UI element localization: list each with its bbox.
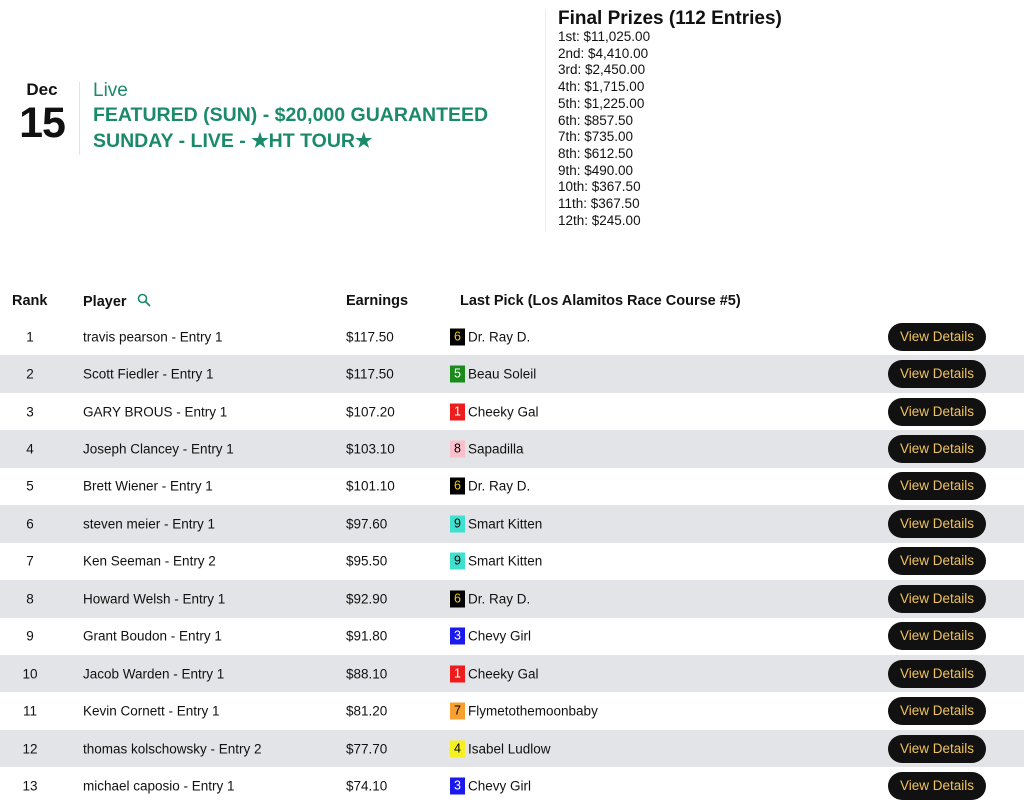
earnings-cell: $88.10 (346, 666, 388, 682)
table-row (0, 618, 1024, 655)
header-player (83, 293, 151, 310)
search-icon[interactable] (137, 293, 151, 307)
table-row (0, 692, 1024, 729)
prize-item: 1st: $11,025.00 (558, 29, 651, 44)
player-name: Grant Boudon - Entry 1 (83, 628, 222, 644)
last-pick-cell (450, 777, 531, 794)
view-details-button[interactable]: View Details (888, 772, 986, 800)
view-details-button[interactable]: View Details (888, 360, 986, 388)
table-row (0, 543, 1024, 580)
last-pick-cell (450, 441, 524, 458)
earnings-cell: $97.60 (346, 516, 388, 532)
prizes-title: Final Prizes (112 Entries) (558, 8, 782, 29)
post-position-badge: 9 (450, 553, 465, 570)
earnings-cell: $103.10 (346, 441, 395, 457)
header-last-pick: Last Pick (Los Alamitos Race Course #5) (460, 293, 741, 309)
last-pick-cell (450, 515, 542, 532)
earnings-cell: $92.90 (346, 591, 388, 607)
earnings-cell: $117.50 (346, 329, 394, 345)
rank-cell: 6 (26, 516, 34, 532)
event-info (93, 80, 533, 154)
event-month: Dec (26, 80, 58, 99)
rank-cell: 3 (26, 404, 34, 420)
rank-cell: 4 (26, 441, 34, 457)
post-position-badge: 9 (450, 515, 465, 532)
event-date (16, 80, 68, 146)
post-position-badge: 7 (450, 703, 465, 720)
horse-name: Flymetothemoonbaby (468, 703, 598, 719)
player-name: michael caposio - Entry 1 (83, 778, 235, 794)
prize-item: 11th: $367.50 (558, 196, 640, 212)
horse-name: Dr. Ray D. (468, 478, 531, 494)
leaderboard-table (0, 286, 1024, 805)
player-name: Kevin Cornett - Entry 1 (83, 703, 220, 719)
prize-item: 9th: $490.00 (558, 162, 634, 178)
horse-name: Cheeky Gal (468, 404, 539, 420)
rank-cell: 11 (22, 703, 37, 719)
table-row (0, 318, 1024, 355)
player-name: Joseph Clancey - Entry 1 (83, 441, 234, 457)
horse-name: Smart Kitten (468, 553, 543, 569)
view-details-button[interactable]: View Details (888, 472, 986, 500)
rank-cell: 8 (26, 591, 34, 607)
last-pick-cell (450, 553, 542, 570)
horse-name: Dr. Ray D. (468, 329, 531, 345)
player-name: Scott Fiedler - Entry 1 (83, 366, 214, 382)
view-details-button[interactable]: View Details (888, 435, 986, 463)
post-position-badge: 8 (450, 441, 465, 458)
event-title-line-1: FEATURED (SUN) - $20,000 GUARANTEED (93, 104, 489, 126)
rank-cell: 9 (26, 628, 34, 644)
horse-name: Isabel Ludlow (468, 741, 551, 757)
view-details-button[interactable]: View Details (888, 735, 986, 763)
rank-cell: 2 (26, 366, 34, 382)
prize-item: 5th: $1,225.00 (558, 95, 645, 111)
prize-list (558, 29, 858, 229)
last-pick-cell (450, 628, 531, 645)
table-row (0, 580, 1024, 617)
table-row (0, 505, 1024, 542)
earnings-cell: $77.70 (346, 741, 388, 757)
last-pick-cell (450, 403, 539, 420)
earnings-cell: $107.20 (346, 404, 395, 420)
view-details-button[interactable]: View Details (888, 660, 986, 688)
table-row (0, 730, 1024, 767)
post-position-badge: 3 (450, 628, 465, 645)
view-details-button[interactable]: View Details (888, 622, 986, 650)
post-position-badge: 1 (450, 665, 465, 682)
prize-item: 6th: $857.50 (558, 112, 634, 128)
prize-item: 10th: $367.50 (558, 179, 641, 195)
player-name: Jacob Warden - Entry 1 (83, 666, 225, 682)
prize-item: 12th: $245.00 (558, 212, 641, 228)
view-details-button[interactable]: View Details (888, 697, 986, 725)
last-pick-cell (450, 328, 530, 345)
last-pick-cell (450, 740, 551, 757)
event-status: Live (93, 80, 128, 101)
last-pick-cell (450, 703, 598, 720)
prize-item: 3rd: $2,450.00 (558, 62, 646, 78)
rank-cell: 10 (22, 666, 38, 682)
prize-item: 2nd: $4,410.00 (558, 45, 649, 61)
view-details-button[interactable]: View Details (888, 398, 986, 426)
view-details-button[interactable]: View Details (888, 323, 986, 351)
view-details-button[interactable]: View Details (888, 547, 986, 575)
header-player-label: Player (83, 294, 127, 310)
table-body (0, 318, 1024, 805)
player-name: GARY BROUS - Entry 1 (83, 404, 228, 420)
table-header (0, 286, 1024, 318)
earnings-cell: $101.10 (346, 478, 395, 494)
table-row (0, 430, 1024, 467)
prize-item: 8th: $612.50 (558, 145, 634, 161)
horse-name: Sapadilla (468, 441, 524, 457)
rank-cell: 12 (22, 741, 38, 757)
last-pick-cell (450, 590, 530, 607)
prize-item: 4th: $1,715.00 (558, 79, 645, 95)
event-title-line-2: SUNDAY - LIVE - ★HT TOUR★ (93, 130, 373, 152)
last-pick-cell (450, 478, 530, 495)
player-name: Howard Welsh - Entry 1 (83, 591, 226, 607)
divider (79, 82, 80, 155)
horse-name: Chevy Girl (468, 778, 532, 794)
rank-cell: 5 (26, 478, 34, 494)
post-position-badge: 6 (450, 328, 465, 345)
player-name: travis pearson - Entry 1 (83, 329, 223, 345)
horse-name: Smart Kitten (468, 516, 543, 532)
horse-name: Dr. Ray D. (468, 591, 531, 607)
player-name: Brett Wiener - Entry 1 (83, 478, 213, 494)
table-row (0, 355, 1024, 392)
earnings-cell: $74.10 (346, 778, 388, 794)
post-position-badge: 3 (450, 777, 465, 794)
earnings-cell: $81.20 (346, 703, 388, 719)
last-pick-cell (450, 366, 536, 383)
table-row (0, 767, 1024, 804)
rank-cell: 7 (26, 553, 34, 569)
rank-cell: 13 (22, 778, 38, 794)
post-position-badge: 6 (450, 590, 465, 607)
player-name: thomas kolschowsky - Entry 2 (83, 741, 262, 757)
event-day: 15 (19, 99, 65, 147)
last-pick-cell (450, 665, 539, 682)
horse-name: Chevy Girl (468, 628, 532, 644)
post-position-badge: 6 (450, 478, 465, 495)
view-details-button[interactable]: View Details (888, 585, 986, 613)
player-name: steven meier - Entry 1 (83, 516, 216, 532)
rank-cell: 1 (26, 329, 34, 345)
header-earnings: Earnings (346, 293, 409, 309)
final-prizes (558, 8, 858, 229)
divider (545, 10, 546, 232)
prize-item: 7th: $735.00 (558, 129, 634, 145)
player-name: Ken Seeman - Entry 2 (83, 553, 216, 569)
table-row (0, 393, 1024, 430)
earnings-cell: $117.50 (346, 366, 394, 382)
view-details-button[interactable]: View Details (888, 510, 986, 538)
earnings-cell: $91.80 (346, 628, 388, 644)
post-position-badge: 1 (450, 403, 465, 420)
horse-name: Beau Soleil (468, 366, 537, 382)
header-rank: Rank (12, 293, 48, 309)
horse-name: Cheeky Gal (468, 666, 539, 682)
post-position-badge: 5 (450, 366, 465, 383)
table-row (0, 468, 1024, 505)
earnings-cell: $95.50 (346, 553, 388, 569)
post-position-badge: 4 (450, 740, 465, 757)
table-row (0, 655, 1024, 692)
